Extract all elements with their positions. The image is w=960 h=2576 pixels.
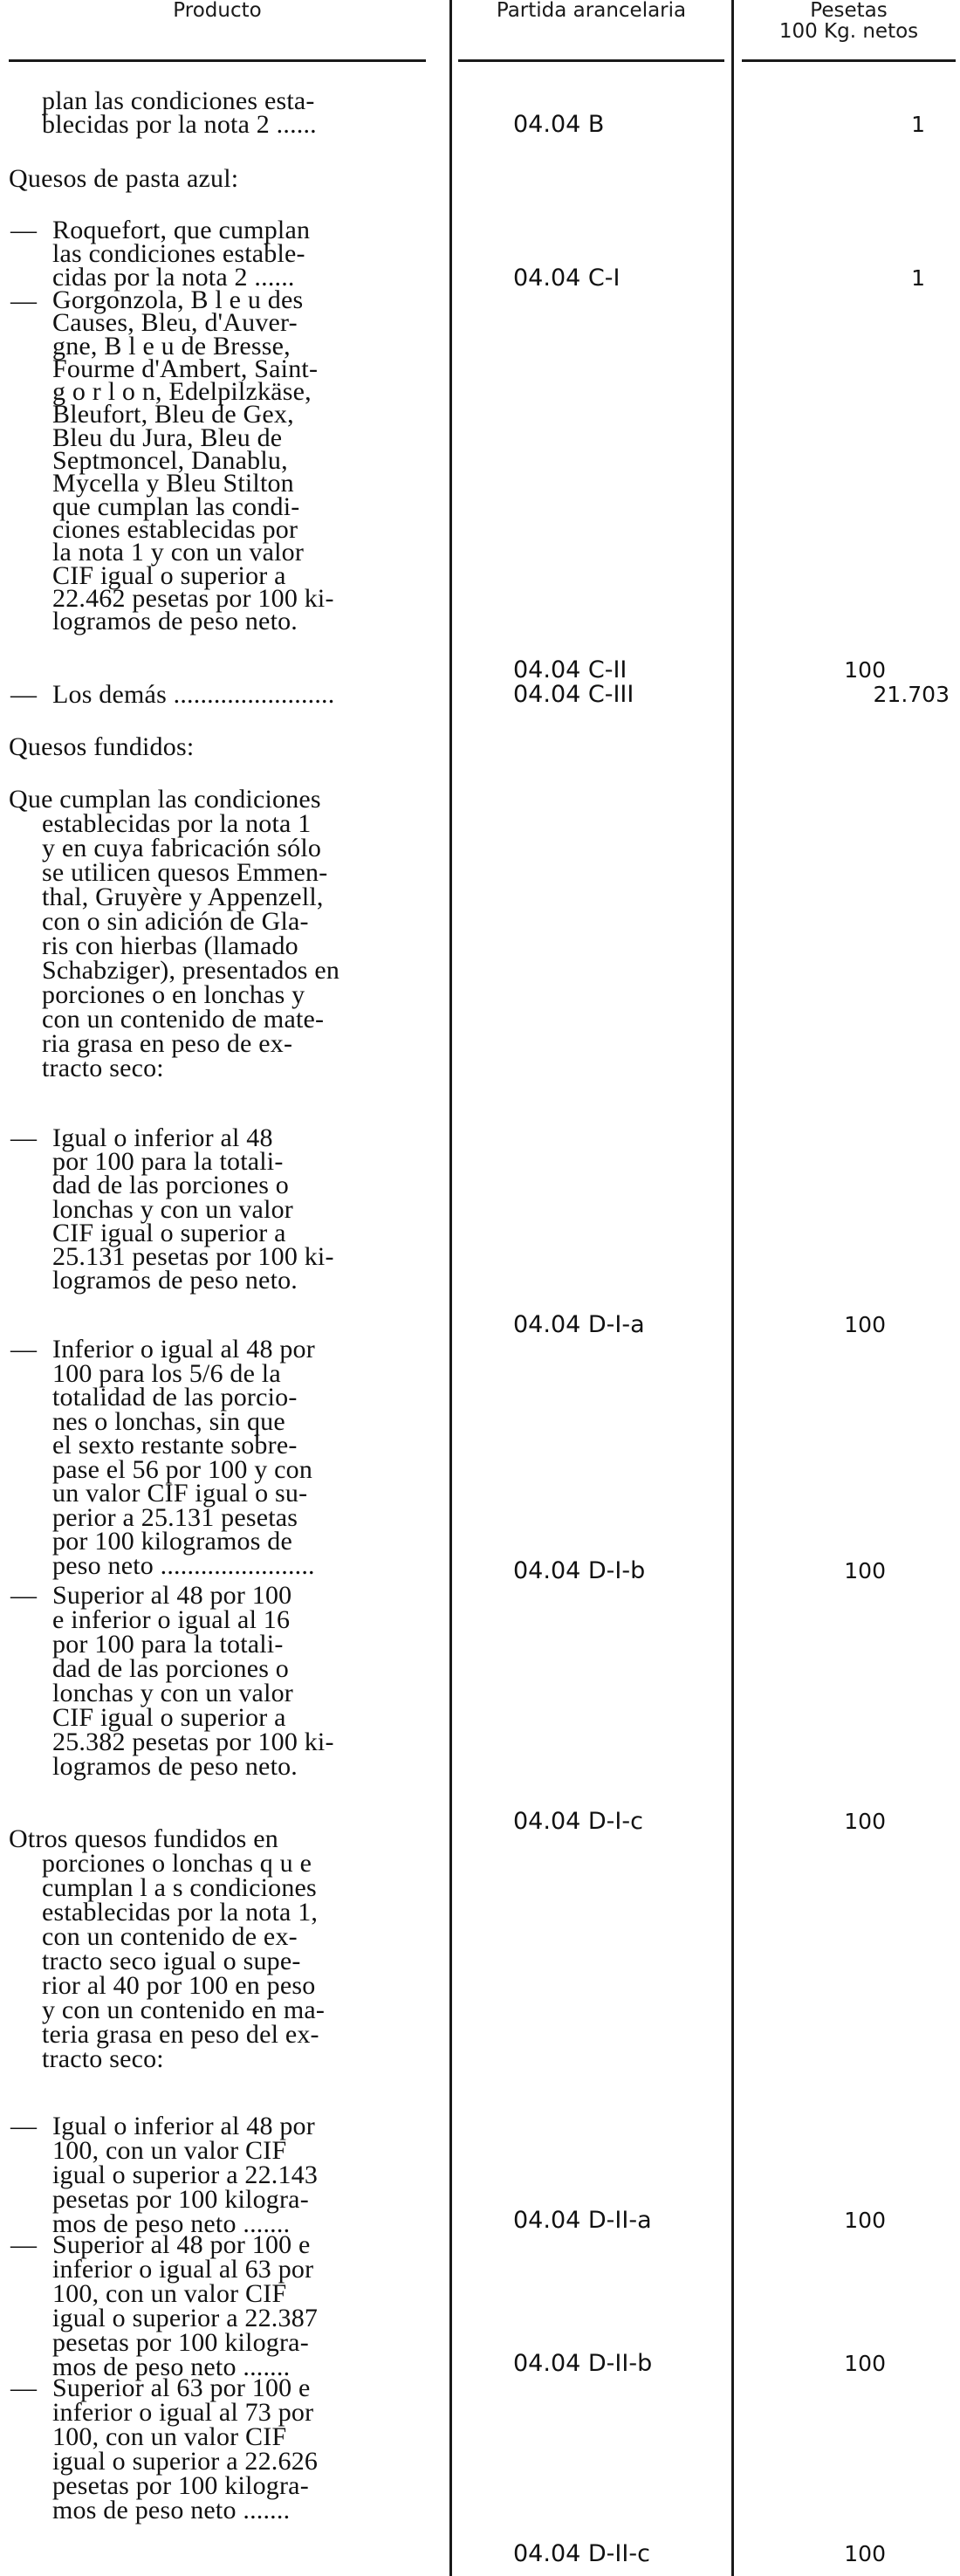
product-description-line: pase el 56 por 100 y con xyxy=(52,1454,313,1484)
product-description-line: ris con hierbas (llamado xyxy=(42,931,298,960)
product-description-line: inferior o igual al 63 por xyxy=(52,2255,314,2284)
tariff-code: 04.04 D-I-a xyxy=(513,1311,645,1338)
product-description-line: rior al 40 por 100 en peso xyxy=(42,1971,316,2000)
product-description-line: dad de las porciones o xyxy=(52,1171,289,1200)
product-description-line: con un contenido de mate- xyxy=(42,1005,325,1034)
product-description-line: Quesos de pasta azul: xyxy=(9,164,239,193)
product-description-line: 25.131 pesetas por 100 ki- xyxy=(52,1241,334,1271)
tariff-code: 04.04 D-II-c xyxy=(513,2540,650,2567)
product-description-line: la nota 1 y con un valor xyxy=(52,538,305,567)
pesetas-value: 100 xyxy=(844,1558,886,1583)
pesetas-value: 100 xyxy=(844,2208,886,2233)
product-description-line: logramos de peso neto. xyxy=(52,607,298,636)
tariff-code: 04.04 C-I xyxy=(513,264,621,292)
column-divider-left xyxy=(449,0,452,2576)
product-description-line: Igual o inferior al 48 por xyxy=(52,2112,315,2140)
column-divider-right xyxy=(731,0,734,2576)
product-description-line: Superior al 48 por 100 e xyxy=(52,2230,311,2259)
bullet-dash: — xyxy=(10,2230,37,2259)
product-description-line: CIF igual o superior a xyxy=(52,1218,286,1247)
product-description-line: g o r l o n, Edelpilzkäse, xyxy=(52,377,312,407)
pesetas-value: 100 xyxy=(844,2351,886,2376)
product-description xyxy=(0,1583,334,1779)
product-description-line: cumplan l a s condiciones xyxy=(42,1873,317,1902)
product-description xyxy=(0,732,195,761)
product-description-line: Fourme d'Ambert, Saint- xyxy=(52,354,319,383)
tariff-code: 04.04 D-I-c xyxy=(513,1808,643,1835)
product-description-line: porciones o en lonchas y xyxy=(42,980,305,1009)
product-description-line: Que cumplan las condiciones xyxy=(9,785,321,814)
product-description-line: Schabziger), presentados en xyxy=(42,956,340,985)
product-description-line: Bleufort, Bleu de Gex, xyxy=(52,400,294,429)
product-description-line: 22.462 pesetas por 100 ki- xyxy=(52,583,334,613)
product-description xyxy=(0,2373,319,2524)
product-description-line: CIF igual o superior a xyxy=(52,560,286,590)
product-description-line: el sexto restante sobre- xyxy=(52,1431,298,1460)
column-header-pesetas-line2: 100 Kg. netos xyxy=(778,20,919,43)
bullet-dash: — xyxy=(10,216,37,244)
product-description-line: por 100 kilogramos de xyxy=(52,1527,292,1556)
pesetas-value: 100 xyxy=(844,1312,886,1337)
header-rule-partida xyxy=(458,59,724,62)
product-description-line: Quesos fundidos: xyxy=(9,732,195,761)
pesetas-value: 21.703 xyxy=(873,682,950,707)
bullet-dash: — xyxy=(10,1581,37,1610)
product-description-line: igual o superior a 22.143 xyxy=(52,2160,319,2189)
product-description-line: blecidas por la nota 2 ...... xyxy=(42,110,317,139)
product-description-line: lonchas y con un valor xyxy=(52,1194,293,1224)
product-description-line: logramos de peso neto. xyxy=(52,1266,298,1295)
product-description-line: gne, B l e u de Bresse, xyxy=(52,331,291,361)
product-description xyxy=(0,216,311,292)
product-description-line: thal, Gruyère y Appenzell, xyxy=(42,883,324,911)
product-description-line: Igual o inferior al 48 xyxy=(52,1123,273,1152)
product-description xyxy=(0,2114,318,2236)
product-description-line: igual o superior a 22.626 xyxy=(52,2447,319,2476)
product-description-line: dad de las porciones o xyxy=(52,1654,289,1683)
product-description xyxy=(0,164,239,193)
product-description-line: tracto seco: xyxy=(42,2044,164,2073)
product-description-line: 100, con un valor CIF xyxy=(52,2279,287,2308)
pesetas-value: 100 xyxy=(844,2541,886,2566)
product-description-line: igual o superior a 22.387 xyxy=(52,2304,319,2332)
bullet-dash: — xyxy=(10,286,37,315)
product-description-line: Mycella y Bleu Stilton xyxy=(52,469,294,498)
product-description-line: con o sin adición de Gla- xyxy=(42,907,309,936)
product-description-line: lonchas y con un valor xyxy=(52,1679,293,1707)
product-description-line: un valor CIF igual o su- xyxy=(52,1479,308,1508)
product-description-line: inferior o igual al 73 por xyxy=(52,2398,314,2427)
product-description-line: Superior al 63 por 100 e xyxy=(52,2373,311,2402)
product-description-line: ria grasa en peso de ex- xyxy=(42,1029,293,1058)
column-header-product: Producto xyxy=(173,0,262,22)
product-description-line: Bleu du Jura, Bleu de xyxy=(52,422,283,452)
product-description-line: nes o lonchas, sin que xyxy=(52,1406,285,1436)
product-description-line: por 100 para la totali- xyxy=(52,1630,284,1659)
tariff-code: 04.04 C-III xyxy=(513,681,634,708)
pesetas-value: 1 xyxy=(911,265,925,291)
product-description-line: logramos de peso neto. xyxy=(52,1752,298,1781)
column-header-pesetas xyxy=(742,0,956,42)
product-description-line: cidas por la nota 2 ...... xyxy=(52,263,295,292)
product-description-line: 25.382 pesetas por 100 ki- xyxy=(52,1728,334,1756)
product-description-line: CIF igual o superior a xyxy=(52,1703,286,1732)
product-description-line: mos de peso neto ....... xyxy=(52,2496,291,2524)
product-description-line: Superior al 48 por 100 xyxy=(52,1581,292,1610)
product-description-line: tracto seco igual o supe- xyxy=(42,1947,301,1975)
column-header-partida: Partida arancelaria xyxy=(496,0,687,22)
product-description-line: Los demás ........................ xyxy=(52,680,335,709)
product-description-line: que cumplan las condi- xyxy=(52,491,300,521)
product-description xyxy=(0,285,334,636)
product-description xyxy=(0,86,317,139)
product-description-line: e inferior o igual al 16 xyxy=(52,1605,291,1634)
header-rule-pesetas xyxy=(742,59,956,62)
pesetas-value: 100 xyxy=(844,1809,886,1834)
product-description-line: totalidad de las porcio- xyxy=(52,1383,298,1412)
product-description-line: pesetas por 100 kilogra- xyxy=(52,2471,309,2500)
bullet-dash: — xyxy=(10,2373,37,2402)
product-description-line: pesetas por 100 kilogra- xyxy=(52,2328,309,2357)
tariff-code: 04.04 B xyxy=(513,111,605,138)
tariff-code: 04.04 D-II-b xyxy=(513,2350,653,2377)
product-description-line: Otros quesos fundidos en xyxy=(9,1824,278,1853)
product-description-line: con un contenido de ex- xyxy=(42,1922,298,1951)
product-description-line: Gorgonzola, B l e u des xyxy=(52,285,304,314)
product-description-line: Inferior o igual al 48 por xyxy=(52,1335,315,1364)
product-description-line: 100 para los 5/6 de la xyxy=(52,1358,281,1388)
tariff-code: 04.04 D-I-b xyxy=(513,1557,646,1584)
product-description-line: tracto seco: xyxy=(42,1054,164,1082)
product-description-line: y en cuya fabricación sólo xyxy=(42,834,322,862)
bullet-dash: — xyxy=(10,680,37,709)
product-description xyxy=(0,680,335,709)
product-description xyxy=(0,1123,334,1295)
product-description-line: pesetas por 100 kilogra- xyxy=(52,2185,309,2214)
product-description-line: 100, con un valor CIF xyxy=(52,2422,287,2451)
product-description xyxy=(0,787,339,1081)
bullet-dash: — xyxy=(10,1335,37,1364)
product-description-line: perior a 25.131 pesetas xyxy=(52,1502,298,1532)
product-description-line: Roquefort, que cumplan xyxy=(52,216,311,244)
tariff-code: 04.04 C-II xyxy=(513,656,627,683)
product-description xyxy=(0,1335,315,1580)
product-description-line: porciones o lonchas q u e xyxy=(42,1849,312,1878)
product-description-line: 100, con un valor CIF xyxy=(52,2136,287,2165)
product-description-line: teria grasa en peso del ex- xyxy=(42,2020,319,2049)
tariff-code: 04.04 D-II-a xyxy=(513,2207,652,2234)
product-description-line: plan las condiciones esta- xyxy=(42,86,315,115)
pesetas-value: 1 xyxy=(911,112,925,137)
product-description xyxy=(0,2230,319,2381)
product-description-line: peso neto ....................... xyxy=(52,1550,315,1580)
product-description-line: las condiciones estable- xyxy=(52,239,305,268)
product-description-line: Septmoncel, Danablu, xyxy=(52,446,288,476)
product-description-line: mos de peso neto ....... xyxy=(52,2353,291,2381)
column-header-pesetas-line1: Pesetas xyxy=(810,0,888,22)
product-description-line: establecidas por la nota 1 xyxy=(42,809,312,838)
product-description-line: ciones establecidas por xyxy=(52,514,298,544)
header-rule-product xyxy=(9,59,426,62)
product-description-line: establecidas por la nota 1, xyxy=(42,1898,319,1927)
bullet-dash: — xyxy=(10,1123,37,1152)
product-description-line: mos de peso neto ....... xyxy=(52,2209,291,2238)
product-description-line: se utilicen quesos Emmen- xyxy=(42,858,328,887)
product-description xyxy=(0,1824,326,2073)
bullet-dash: — xyxy=(10,2112,37,2140)
product-description-line: por 100 para la totali- xyxy=(52,1147,284,1177)
pesetas-value: 100 xyxy=(844,657,886,683)
product-description-line: y con un contenido en ma- xyxy=(42,1996,326,2024)
product-description-line: Causes, Bleu, d'Auver- xyxy=(52,308,298,338)
